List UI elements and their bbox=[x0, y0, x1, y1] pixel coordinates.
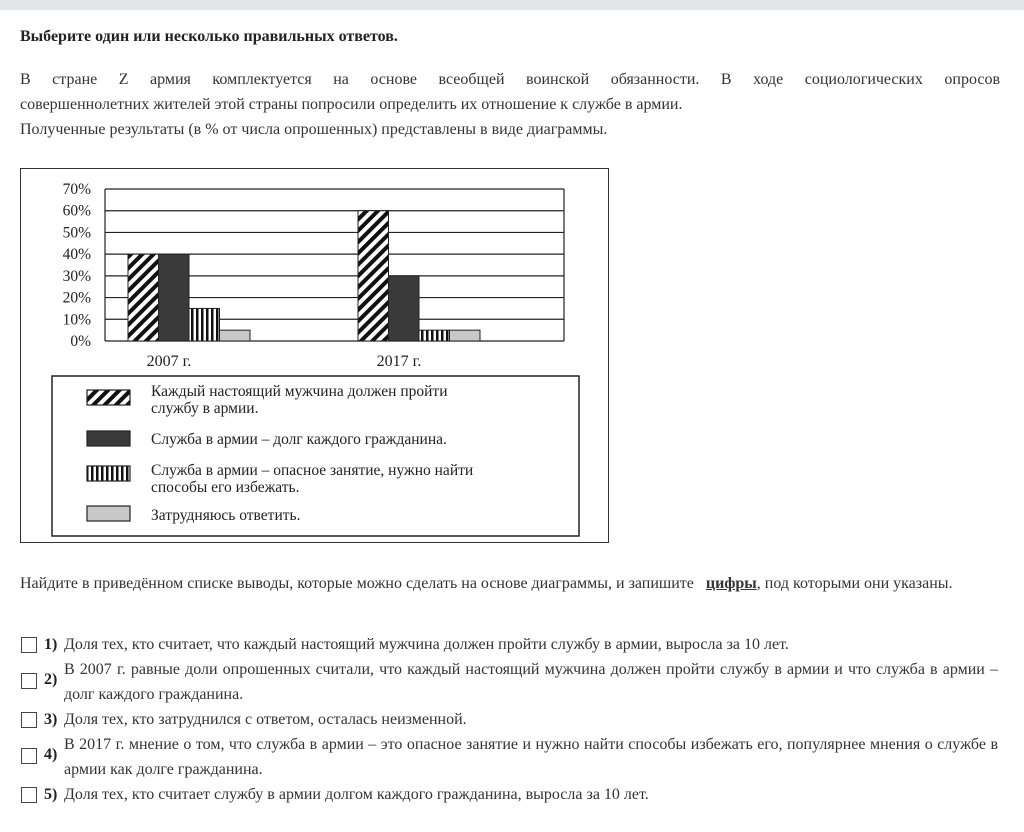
y-tick-label: 10% bbox=[62, 311, 91, 329]
option-4-number: 4) bbox=[44, 746, 58, 763]
legend-label: службу в армии. bbox=[151, 400, 259, 417]
option-4-checkbox[interactable] bbox=[21, 748, 37, 764]
option-2[interactable] bbox=[20, 657, 1000, 707]
legend-swatch bbox=[87, 506, 130, 521]
legend-label: Служба в армии – опасное занятие, нужно найти bbox=[151, 462, 474, 479]
legend-label: Каждый настоящий мужчина должен пройти bbox=[151, 383, 448, 400]
bar bbox=[189, 308, 220, 341]
bar bbox=[128, 254, 159, 341]
chart-figure bbox=[20, 168, 609, 543]
question-before: Найдите в приведённом списке выводы, которые можно сделать на основе диаграммы, и запишите bbox=[20, 575, 698, 592]
instruction-heading: Выберите один или несколько правильных ответов. bbox=[20, 28, 398, 45]
y-tick-label: 70% bbox=[62, 181, 91, 198]
option-5-checkbox[interactable] bbox=[21, 787, 37, 803]
bar bbox=[220, 330, 251, 341]
legend-swatch bbox=[87, 466, 130, 481]
option-2-checkbox[interactable] bbox=[21, 673, 37, 689]
option-1-text: Доля тех, кто считает, что каждый настоящий мужчина должен пройти службу в армии, выросла за 10 лет. bbox=[64, 636, 789, 653]
bar bbox=[419, 330, 450, 341]
question-after: , под которыми они указаны. bbox=[756, 575, 953, 592]
question-text bbox=[20, 571, 1002, 596]
y-tick-label: 40% bbox=[62, 246, 91, 264]
option-5[interactable] bbox=[20, 782, 1000, 807]
legend-label: Служба в армии – долг каждого гражданина. bbox=[151, 431, 447, 448]
y-tick-label: 60% bbox=[62, 202, 91, 220]
option-3-text: Доля тех, кто затруднился с ответом, осталась неизменной. bbox=[64, 711, 467, 728]
legend-swatch bbox=[87, 431, 130, 446]
option-1-number: 1) bbox=[44, 636, 58, 653]
legend-label: Затрудняюсь ответить. bbox=[151, 507, 301, 524]
intro-line-3: Полученные результаты (в % от числа опрошенных) представлены в виде диаграммы. bbox=[20, 121, 608, 138]
y-tick-label: 30% bbox=[62, 267, 91, 285]
bar bbox=[159, 254, 190, 341]
legend-label: способы его избежать. bbox=[151, 479, 300, 496]
bar bbox=[389, 276, 420, 341]
option-3-number: 3) bbox=[44, 711, 58, 728]
option-4[interactable] bbox=[20, 732, 1000, 782]
option-2-text: В 2007 г. равные доли опрошенных считали, что каждый настоящий мужчина должен пройти службу в армии и что служба в армии – долг каждого гражданина. bbox=[64, 661, 998, 703]
legend-swatch bbox=[87, 390, 130, 405]
option-5-text: Доля тех, кто считает службу в армии долгом каждого гражданина, выросла за 10 лет. bbox=[64, 786, 649, 803]
y-tick-label: 50% bbox=[62, 224, 91, 242]
option-3-checkbox[interactable] bbox=[21, 712, 37, 728]
option-1[interactable] bbox=[20, 632, 1000, 657]
bar-chart bbox=[21, 169, 608, 542]
intro-text bbox=[20, 67, 1000, 142]
intro-line-1: В стране Z армия комплектуется на основе всеобщей воинской обязанности. В ходе социологических опросов bbox=[20, 71, 1000, 88]
option-5-number: 5) bbox=[44, 786, 58, 803]
x-category-label: 2017 г. bbox=[376, 353, 422, 370]
option-2-number: 2) bbox=[44, 671, 58, 688]
bar bbox=[450, 330, 481, 341]
y-tick-label: 20% bbox=[62, 289, 91, 307]
legend-box bbox=[52, 376, 579, 536]
x-category-label: 2007 г. bbox=[146, 353, 192, 370]
option-4-text: В 2017 г. мнение о том, что служба в армии – это опасное занятие и нужно найти способы избежать его, популярнее мнения о службе в армии как долге гражданина. bbox=[64, 736, 998, 778]
question-keyword: цифры bbox=[705, 575, 757, 592]
top-bar bbox=[0, 0, 1024, 10]
y-axis-tick-labels bbox=[63, 181, 92, 350]
option-3[interactable] bbox=[20, 707, 1000, 732]
y-tick-label: 0% bbox=[70, 333, 91, 350]
intro-line-2: совершеннолетних жителей этой страны попросили определить их отношение к службе в армии. bbox=[20, 96, 683, 113]
x-axis-labels bbox=[147, 353, 422, 370]
bar bbox=[358, 211, 389, 341]
option-1-checkbox[interactable] bbox=[21, 637, 37, 653]
